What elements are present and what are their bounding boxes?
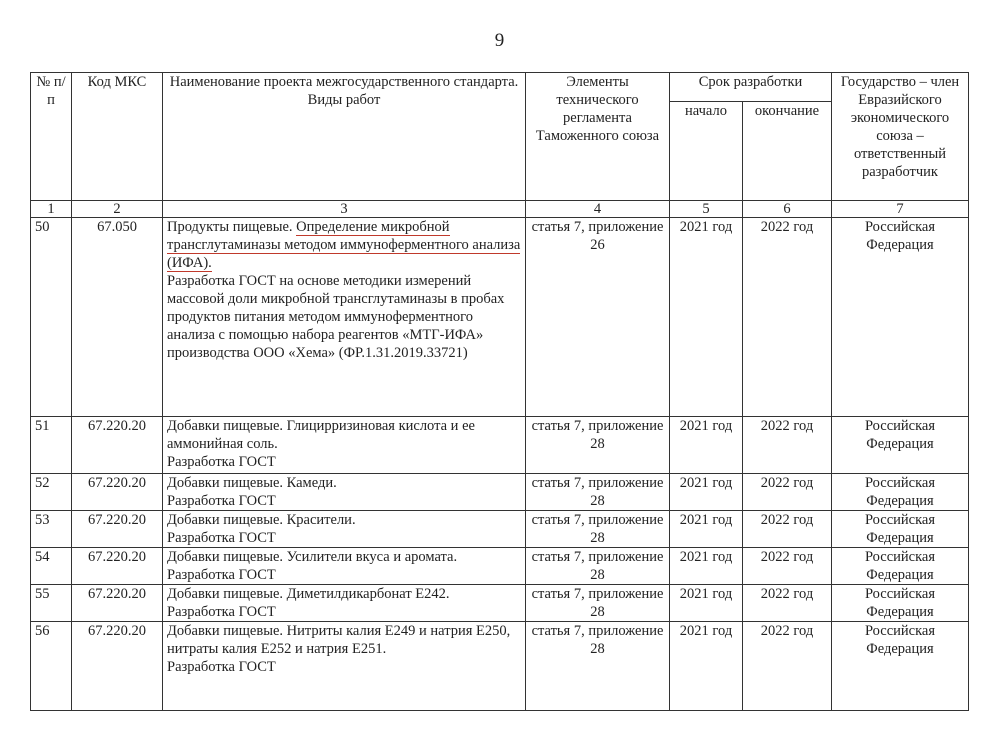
project-name bbox=[163, 218, 526, 417]
row-number: 52 bbox=[31, 474, 72, 511]
end-year: 2022 год bbox=[743, 622, 832, 711]
responsible-state: Российская Федерация bbox=[832, 417, 969, 474]
work-type: Разработка ГОСТ bbox=[167, 604, 276, 620]
column-number: 3 bbox=[163, 201, 526, 218]
responsible-state: Российская Федерация bbox=[832, 585, 969, 622]
responsible-state: Российская Федерация bbox=[832, 474, 969, 511]
responsible-state: Российская Федерация bbox=[832, 622, 969, 711]
table-row bbox=[31, 622, 969, 711]
row-number: 50 bbox=[31, 218, 72, 417]
mks-code: 67.220.20 bbox=[72, 417, 163, 474]
project-title-underlined: Определение микробной трансглутаминазы методом иммуноферментного анализа (ИФА). bbox=[167, 219, 521, 271]
mks-code: 67.220.20 bbox=[72, 548, 163, 585]
header-responsible-state: Государство – член Евразийского экономического союза – ответственный разработчик bbox=[832, 73, 969, 201]
regulation-element: статья 7, приложение 26 bbox=[526, 218, 670, 417]
mks-code: 67.220.20 bbox=[72, 622, 163, 711]
end-year: 2022 год bbox=[743, 511, 832, 548]
row-number: 56 bbox=[31, 622, 72, 711]
row-number: 54 bbox=[31, 548, 72, 585]
work-type: Разработка ГОСТ bbox=[167, 659, 276, 675]
project-name bbox=[163, 548, 526, 585]
table-row bbox=[31, 548, 969, 585]
work-type: Разработка ГОСТ bbox=[167, 530, 276, 546]
column-number: 6 bbox=[743, 201, 832, 218]
table-row bbox=[31, 218, 969, 417]
table-row bbox=[31, 474, 969, 511]
project-title: Продукты пищевые. bbox=[167, 219, 297, 235]
end-year: 2022 год bbox=[743, 218, 832, 417]
work-type: Разработка ГОСТ bbox=[167, 454, 276, 470]
column-number: 7 bbox=[832, 201, 969, 218]
project-name bbox=[163, 622, 526, 711]
regulation-element: статья 7, приложение 28 bbox=[526, 474, 670, 511]
start-year: 2021 год bbox=[670, 511, 743, 548]
mks-code: 67.220.20 bbox=[72, 474, 163, 511]
regulation-element: статья 7, приложение 28 bbox=[526, 548, 670, 585]
header-development-period: Срок разработки bbox=[670, 73, 832, 102]
regulation-element: статья 7, приложение 28 bbox=[526, 417, 670, 474]
project-name bbox=[163, 511, 526, 548]
header-mks-code: Код МКС bbox=[72, 73, 163, 201]
end-year: 2022 год bbox=[743, 585, 832, 622]
end-year: 2022 год bbox=[743, 417, 832, 474]
project-name bbox=[163, 585, 526, 622]
column-number-row bbox=[31, 201, 969, 218]
mks-code: 67.050 bbox=[72, 218, 163, 417]
header-end: окончание bbox=[743, 102, 832, 201]
responsible-state: Российская Федерация bbox=[832, 511, 969, 548]
start-year: 2021 год bbox=[670, 218, 743, 417]
start-year: 2021 год bbox=[670, 548, 743, 585]
column-number: 2 bbox=[72, 201, 163, 218]
project-title: Добавки пищевые. Усилители вкуса и аромата. bbox=[167, 549, 458, 565]
start-year: 2021 год bbox=[670, 585, 743, 622]
project-title: Добавки пищевые. Глицирризиновая кислота и ее аммонийная соль. bbox=[167, 418, 475, 452]
project-title: Добавки пищевые. Камеди. bbox=[167, 475, 337, 491]
mks-code: 67.220.20 bbox=[72, 511, 163, 548]
start-year: 2021 год bbox=[670, 474, 743, 511]
table-row bbox=[31, 585, 969, 622]
header-project-name: Наименование проекта межгосударственного стандарта. Виды работ bbox=[163, 73, 526, 201]
standards-table bbox=[30, 72, 969, 711]
project-title: Добавки пищевые. Нитриты калия Е249 и натрия Е250, нитраты калия Е252 и натрия Е251. bbox=[167, 623, 511, 657]
work-type: Разработка ГОСТ на основе методики измерений массовой доли микробной трансглутаминазы в пробах продуктов питания методом иммуноферментного анализа с помощью набора реагентов «МТГ-ИФА» производства ООО «Хема» (ФР.1.31.2019.33721) bbox=[167, 273, 505, 361]
work-type: Разработка ГОСТ bbox=[167, 567, 276, 583]
column-number: 1 bbox=[31, 201, 72, 218]
table-row bbox=[31, 511, 969, 548]
row-number: 51 bbox=[31, 417, 72, 474]
start-year: 2021 год bbox=[670, 622, 743, 711]
project-name bbox=[163, 474, 526, 511]
project-title: Добавки пищевые. Диметилдикарбонат Е242. bbox=[167, 586, 450, 602]
header-regulation-elements: Элементы технического регламента Таможенного союза bbox=[526, 73, 670, 201]
responsible-state: Российская Федерация bbox=[832, 548, 969, 585]
mks-code: 67.220.20 bbox=[72, 585, 163, 622]
project-name bbox=[163, 417, 526, 474]
header-start: начало bbox=[670, 102, 743, 201]
work-type: Разработка ГОСТ bbox=[167, 493, 276, 509]
column-number: 4 bbox=[526, 201, 670, 218]
row-number: 53 bbox=[31, 511, 72, 548]
responsible-state: Российская Федерация bbox=[832, 218, 969, 417]
column-number: 5 bbox=[670, 201, 743, 218]
end-year: 2022 год bbox=[743, 548, 832, 585]
page-number: 9 bbox=[494, 30, 505, 51]
table-row bbox=[31, 417, 969, 474]
header-num: № п/п bbox=[31, 73, 72, 201]
regulation-element: статья 7, приложение 28 bbox=[526, 622, 670, 711]
end-year: 2022 год bbox=[743, 474, 832, 511]
row-number: 55 bbox=[31, 585, 72, 622]
regulation-element: статья 7, приложение 28 bbox=[526, 511, 670, 548]
regulation-element: статья 7, приложение 28 bbox=[526, 585, 670, 622]
project-title: Добавки пищевые. Красители. bbox=[167, 512, 356, 528]
start-year: 2021 год bbox=[670, 417, 743, 474]
